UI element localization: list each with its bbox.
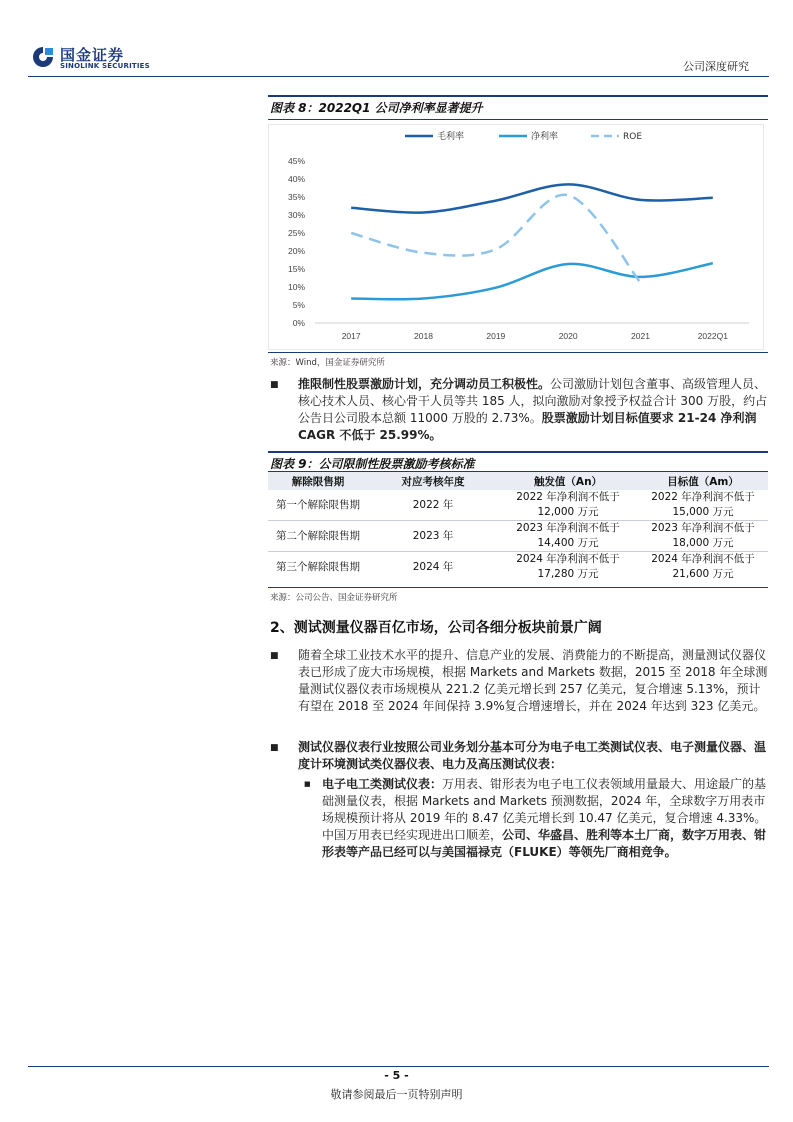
sub-bold-lead: 电子电工类测试仪表： (322, 777, 443, 791)
legend-label: ROE (623, 132, 643, 142)
bullet-square-icon: ■ (270, 380, 279, 390)
table-cell: 第一个解除限售期 (268, 490, 368, 521)
figure-8-title: 图表 8：2022Q1 公司净利率显著提升 (270, 101, 483, 115)
para-bold-tail: 股票激励计划目标值要求 21-24 净利润 CAGR 不低于 25.99%。 (298, 411, 757, 442)
table-cell: 2022 年净利润不低于 15,000 万元 (638, 490, 768, 521)
header-divider (28, 76, 769, 77)
table-cell: 第二个解除限售期 (268, 521, 368, 552)
y-tick-label: 40% (287, 174, 305, 184)
y-tick-label: 30% (287, 210, 305, 220)
x-tick-label: 2022Q1 (697, 331, 728, 341)
bullet-small-square-icon: ■ (304, 780, 311, 788)
table-header-cell: 解除限售期 (268, 472, 368, 490)
figure-top-rule (268, 95, 768, 97)
table-9-source: 来源：公司公告、国金证券研究所 (270, 593, 398, 603)
y-tick-label: 25% (287, 228, 305, 238)
table-header-cell: 目标值（Am） (638, 472, 768, 490)
table-cell: 2024 年 (412, 560, 454, 573)
table-header-cell: 触发值（An） (498, 472, 638, 490)
footer-disclaimer: 敬请参阅最后一页特别声明 (330, 1088, 463, 1101)
x-tick-label: 2019 (486, 331, 506, 341)
series-line (351, 263, 713, 299)
table-top-rule (268, 451, 768, 453)
table-row (268, 552, 768, 583)
paragraph-market-size: 随着全球工业技术水平的提升、信息产业的发展、消费能力的不断提高，测量测试仪器仪表已形成了庞大市场规模，根据 Markets and Markets 数据，2015 至 2018 年全球测量测试仪器仪表市场规模从 221.2 亿美元增长到 257 亿美元，复合增速 5.13%，预计有望在 2018 至 2024 年间保持 3.9%复合增速增长，并在 2024 年达到 323 亿美元。 (298, 648, 768, 713)
series-line (351, 184, 713, 212)
y-tick-label: 10% (287, 282, 305, 292)
table-cell: 2024 年净利润不低于 21,600 万元 (651, 553, 755, 580)
bullet-square-icon: ■ (270, 743, 279, 753)
table-cell: 2023 年净利润不低于 14,400 万元 (498, 521, 638, 552)
footer-divider (28, 1066, 769, 1067)
x-tick-label: 2017 (341, 331, 361, 341)
figure-bottom-rule (268, 352, 768, 353)
logo-english-name: SINOLINK SECURITIES (60, 62, 150, 70)
page-number: - 5 - (384, 1069, 409, 1082)
series-line (351, 195, 640, 283)
table-header-cell: 对应考核年度 (368, 472, 498, 490)
logo-chinese-name: 国金证券 (60, 46, 125, 64)
x-tick-label: 2020 (558, 331, 578, 341)
y-tick-label: 20% (287, 246, 305, 256)
table-cell: 2024 年净利润不低于 17,280 万元 (516, 553, 620, 580)
table-row (268, 521, 768, 552)
chart-canvas (269, 125, 763, 349)
section-heading: 2、测试测量仪器百亿市场，公司各细分板块前景广阔 (270, 620, 602, 636)
legend-label: 净利率 (531, 132, 559, 142)
sub-text: 万用表、钳形表为电子电工仪表领域用量最大、用途最广的基础测量仪表，根据 Markets and Markets 预测数据，2024 年，全球数字万用表市场规模预计将从 2019 年的 8.47 亿美元增长到 10.47 亿美元，复合增速 4.33%。中国万用表已经实现进出口顺差， (322, 777, 767, 842)
table-cell: 第三个解除限售期 (276, 560, 360, 573)
y-tick-label: 15% (287, 264, 305, 274)
paragraph-segments: 测试仪器仪表行业按照公司业务划分基本可分为电子电工类测试仪表、电子测量仪器、温度计环境测试类仪器仪表、电力及高压测试仪表： (298, 740, 767, 771)
para-text: 公司激励计划包含董事、高级管理人员、核心技术人员、核心骨干人员等共 185 人，拟向激励对象授予权益合计 300 万股，约占公告日公司股本总额 11000 万股的 2.73%。 (298, 377, 768, 425)
paragraph-electrical-instruments (322, 776, 768, 861)
y-tick-label: 0% (292, 318, 305, 328)
document-type-label: 公司深度研究 (683, 60, 749, 73)
x-tick-label: 2018 (414, 331, 433, 341)
figure-title-rule (268, 119, 768, 120)
y-tick-label: 35% (287, 192, 305, 202)
y-tick-label: 45% (287, 156, 305, 166)
table-cell: 2023 年净利润不低于 18,000 万元 (638, 521, 768, 552)
table-cell: 2022 年净利润不低于 12,000 万元 (498, 490, 638, 521)
bullet-square-icon: ■ (270, 651, 279, 661)
figure-8-source: 来源：Wind，国金证券研究所 (270, 358, 385, 368)
line-chart (268, 124, 764, 350)
legend-label: 毛利率 (437, 132, 465, 142)
sub-bold-tail: 公司、华盛昌、胜利等本土厂商，数字万用表、钳形表等产品已经可以与美国福禄克（FLUKE）等领先厂商相竞争。 (322, 828, 767, 859)
incentive-criteria-table (268, 472, 768, 582)
table-bottom-rule (268, 587, 768, 588)
para-bold-lead: 推限制性股票激励计划，充分调动员工积极性。 (298, 377, 551, 391)
table-cell: 2022 年 (368, 490, 498, 521)
table-header-row (268, 472, 768, 490)
x-tick-label: 2021 (631, 331, 650, 341)
company-logo-icon (32, 46, 54, 70)
table-9-title: 图表 9：公司限制性股票激励考核标准 (270, 457, 475, 471)
paragraph-incentive (298, 376, 768, 444)
table-row (268, 490, 768, 521)
y-tick-label: 5% (292, 300, 305, 310)
table-cell: 2023 年 (368, 521, 498, 552)
